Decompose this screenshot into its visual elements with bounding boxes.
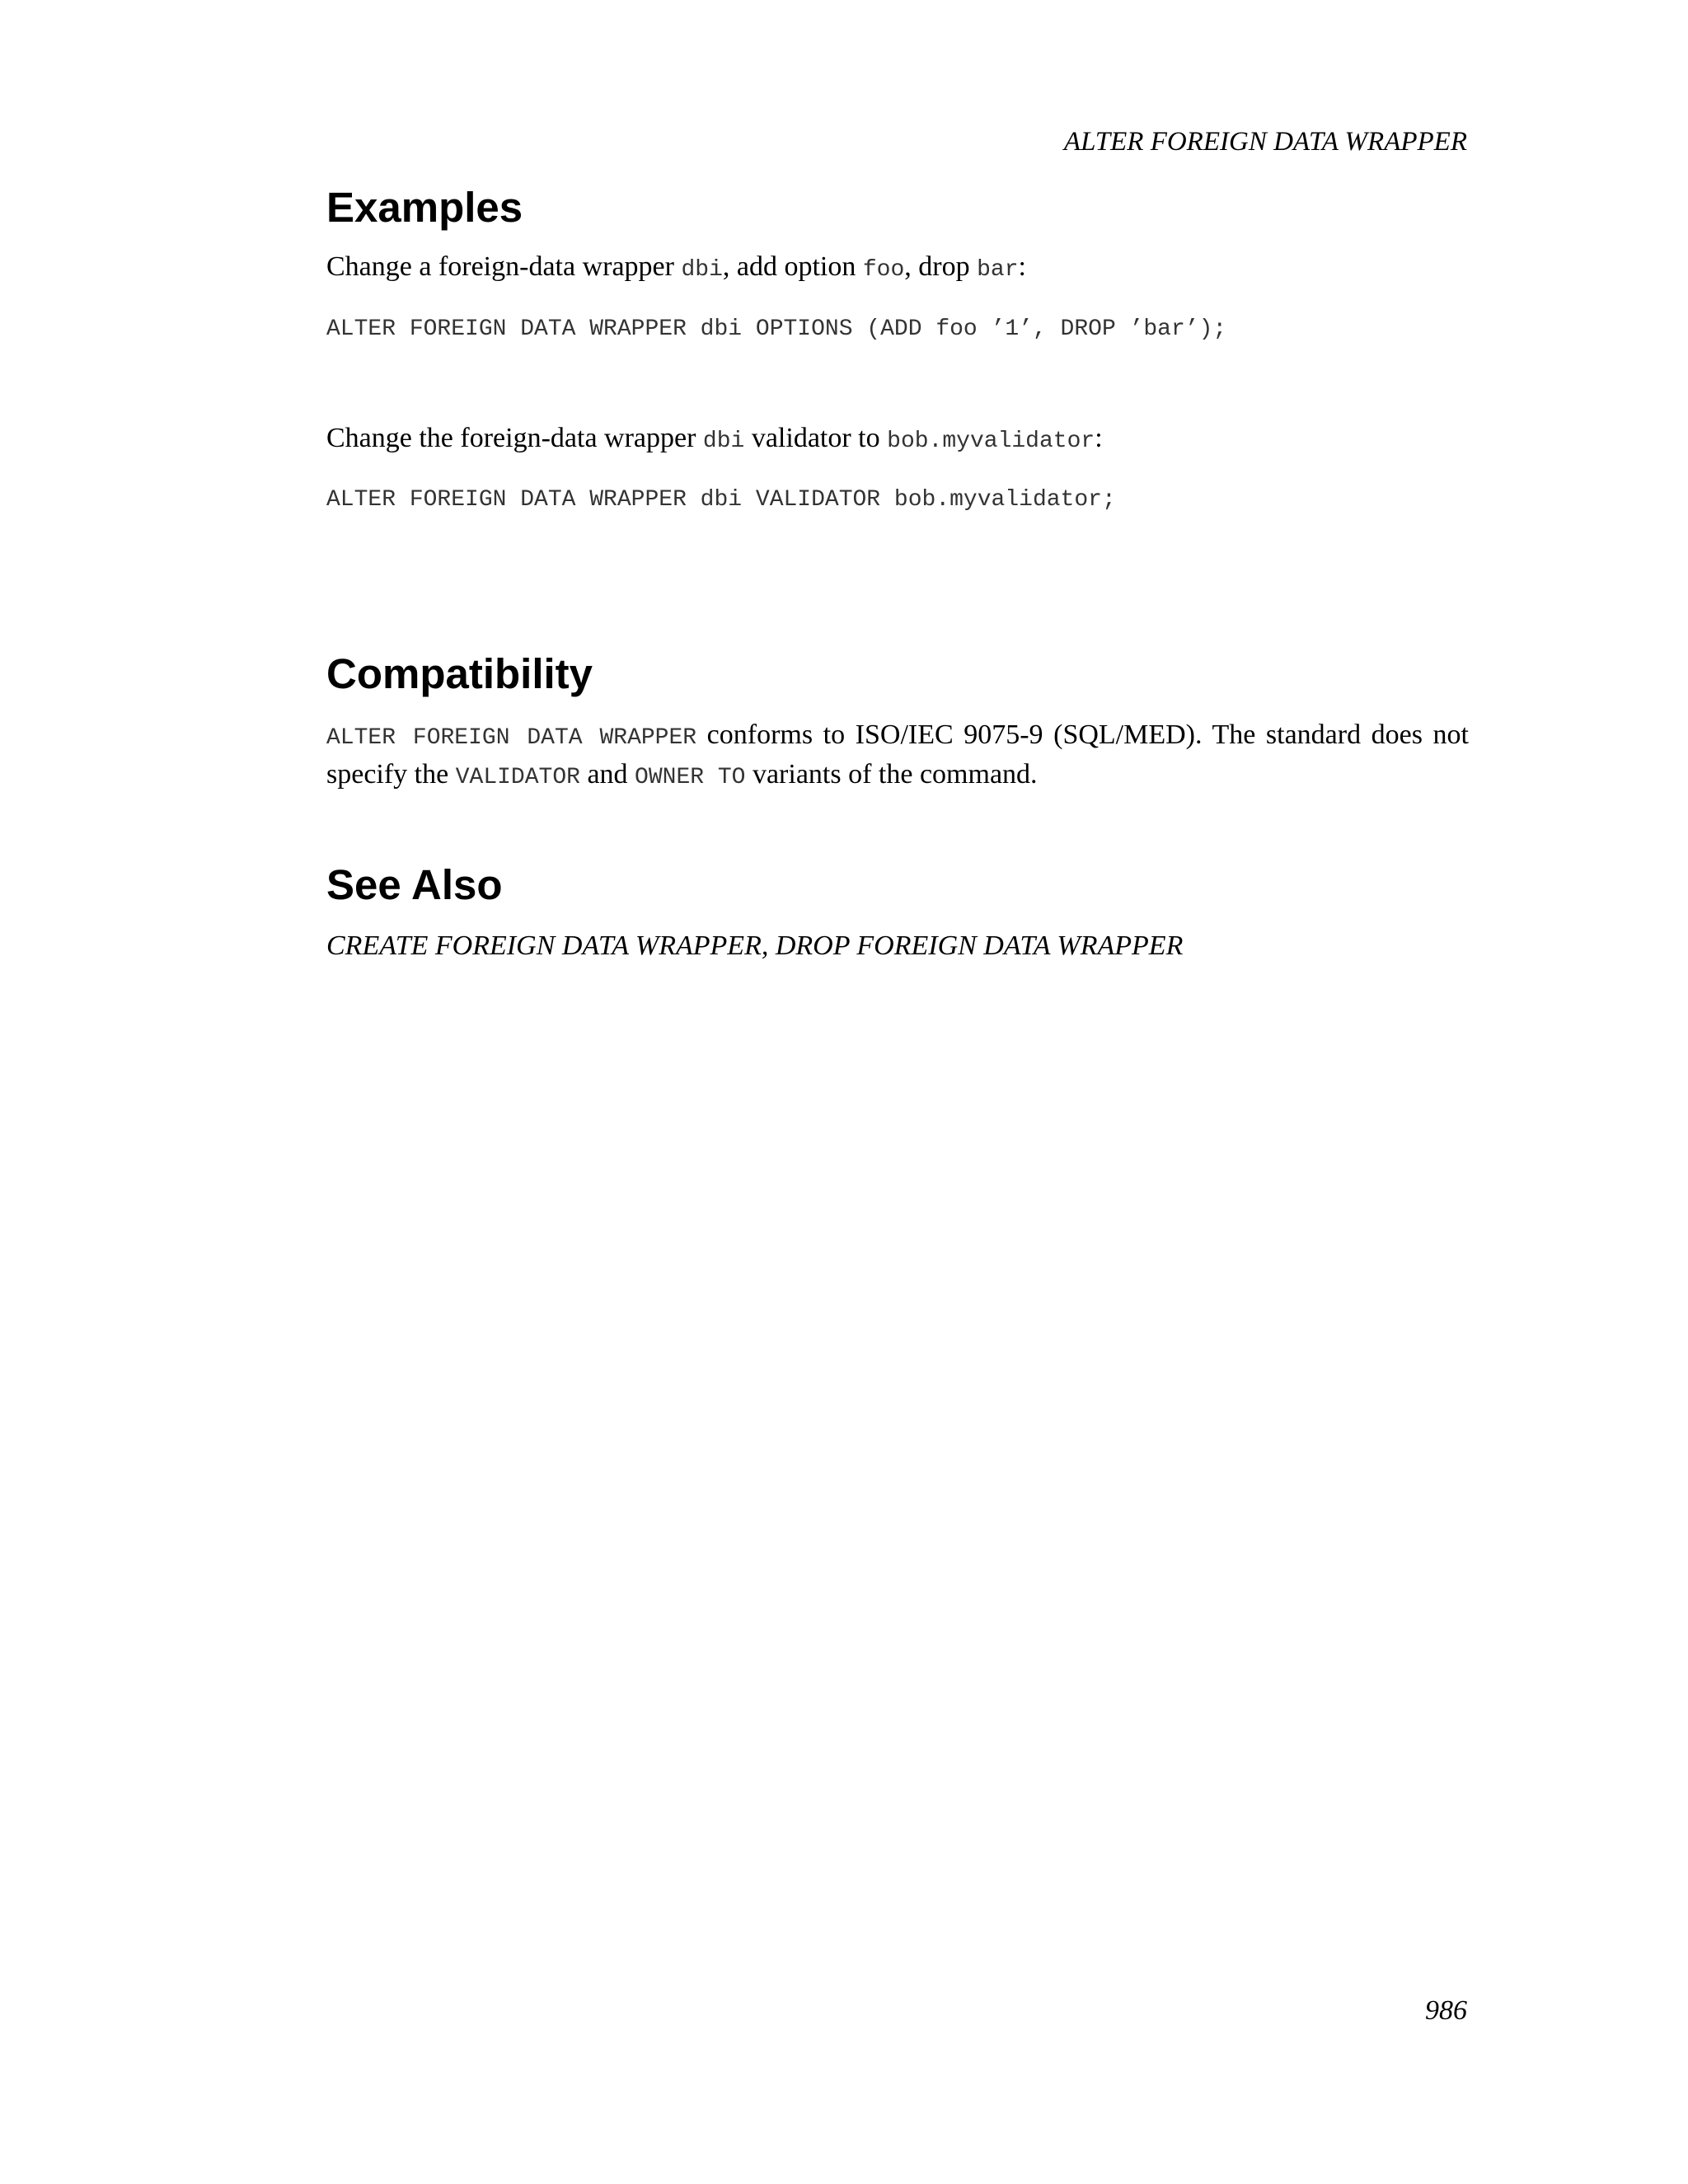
see-also-list [326,928,1183,964]
example2-text-start: Change the foreign-data wrapper [326,423,703,453]
compatibility-text-end: variants of the command. [745,759,1038,790]
example2-description [326,420,1103,460]
compatibility-text-and: and [579,759,635,790]
example1-text-drop: , drop [904,251,978,282]
compatibility-paragraph [326,717,1469,796]
example2-text-mid: validator to [744,423,888,453]
page-number: 986 [1425,1995,1467,2026]
example1-code-block: ALTER FOREIGN DATA WRAPPER dbi OPTIONS (ADD foo ’1’, DROP ’bar’); [326,316,1227,342]
example2-code-block: ALTER FOREIGN DATA WRAPPER dbi VALIDATOR bob.myvalidator; [326,487,1116,513]
see-also-separator: , [761,930,776,961]
see-also-link-create[interactable]: CREATE FOREIGN DATA WRAPPER [326,930,762,961]
example1-dbi-code: dbi [681,257,723,283]
example2-text-end: : [1095,423,1103,453]
example2-validator-code: bob.myvalidator [887,429,1095,454]
examples-heading: Examples [326,184,523,231]
compatibility-owner-code: OWNER TO [635,765,746,790]
example1-text-start: Change a foreign-data wrapper [326,251,682,282]
running-header-title: ALTER FOREIGN DATA WRAPPER [1063,127,1467,157]
example1-foo-code: foo [862,257,905,283]
example1-text-end: : [1018,251,1026,282]
see-also-link-drop[interactable]: DROP FOREIGN DATA WRAPPER [775,930,1184,961]
compatibility-text-conforms: conforms to ISO/IEC 9075-9 (SQL/MED). The standard does not specify the [326,719,1469,790]
see-also-heading: See Also [326,861,503,908]
compatibility-validator-code: VALIDATOR [455,765,580,790]
example1-description [326,249,1026,288]
compatibility-heading: Compatibility [326,650,593,697]
compatibility-command-code: ALTER FOREIGN DATA WRAPPER [326,725,697,751]
example1-bar-code: bar [977,257,1019,283]
example1-text-mid: , add option [722,251,863,282]
example2-dbi-code: dbi [702,429,745,454]
